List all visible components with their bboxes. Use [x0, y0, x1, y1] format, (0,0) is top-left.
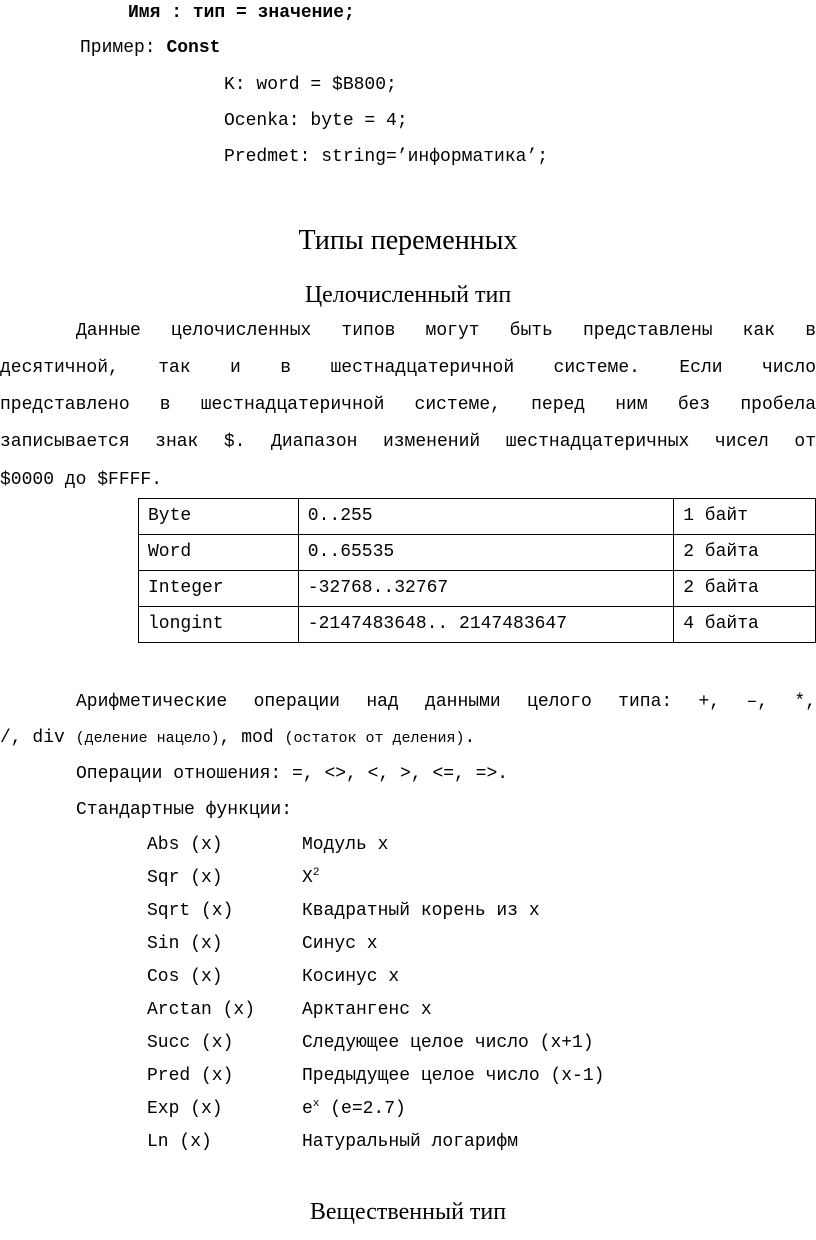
heading-main [0, 227, 816, 255]
type-range-cell: -32768..32767 [298, 571, 673, 607]
type-name-cell: longint [139, 607, 299, 643]
function-desc: Следующее целое число (x+1) [302, 1033, 594, 1053]
example-code-line: Ocenka: byte = 4; [224, 111, 408, 131]
arith-mod-note: (остаток от деления) [284, 730, 465, 747]
syntax-line: Имя : тип = значение; [128, 3, 355, 23]
function-name: Pred (x) [147, 1066, 234, 1086]
paragraph-line: десятичной, так и в шестнадцатеричной системе. Если число [0, 358, 816, 378]
heading-real-text: Вещественный тип [309, 1199, 507, 1225]
function-desc: e [302, 1099, 313, 1119]
example-line [80, 39, 220, 57]
function-sup: 2 [312, 867, 320, 879]
table-row [139, 535, 816, 571]
types-table [138, 498, 816, 643]
arith-div-note: (деление нацело) [75, 730, 220, 747]
example-code-line: K: word = $B800; [224, 75, 397, 95]
type-name-cell: Word [139, 535, 299, 571]
std-functions-label: Стандартные функции: [76, 800, 293, 820]
function-name: Cos (x) [147, 967, 223, 987]
arith-end: . [464, 728, 476, 748]
type-size-cell: 1 байт [674, 499, 816, 535]
heading-real [0, 1200, 816, 1224]
function-name: Sqr (x) [147, 868, 223, 888]
function-desc: Арктангенс x [302, 1000, 432, 1020]
type-size-cell: 2 байта [674, 535, 816, 571]
relations-line: Операции отношения: =, <>, <, >, <=, =>. [76, 764, 509, 784]
arith-div: /, div [0, 728, 65, 748]
heading-main-text: Типы переменных [298, 225, 518, 256]
example-code-line: Predmet: string=’информатика’; [224, 147, 549, 167]
type-range-cell: 0..65535 [298, 535, 673, 571]
function-desc: Предыдущее целое число (x-1) [302, 1066, 605, 1086]
function-desc: X [302, 868, 313, 888]
type-size-cell: 2 байта [674, 571, 816, 607]
function-desc: Квадратный корень из x [302, 901, 540, 921]
type-name-cell: Byte [139, 499, 299, 535]
function-desc: Модуль x [302, 835, 389, 855]
arith-mod: , mod [219, 728, 274, 748]
function-name: Arctan (x) [147, 1000, 256, 1020]
function-name: Sin (x) [147, 934, 223, 954]
function-name: Abs (x) [147, 835, 223, 855]
table-row [139, 607, 816, 643]
heading-integer-text: Целочисленный тип [304, 282, 512, 308]
function-desc: Синус x [302, 934, 378, 954]
example-label: Пример: [80, 38, 156, 58]
type-size-cell: 4 байта [674, 607, 816, 643]
heading-integer [0, 283, 816, 307]
paragraph-line: представлено в шестнадцатеричной системе, перед ним без пробела [0, 395, 816, 415]
type-name-cell: Integer [139, 571, 299, 607]
table-row [139, 499, 816, 535]
function-sup: x [312, 1098, 320, 1110]
table-row [139, 571, 816, 607]
paragraph-line: записывается знак $. Диапазон изменений шестнадцатеричных чисел от [0, 432, 816, 452]
function-name: Sqrt (x) [147, 901, 234, 921]
function-desc-after: (e=2.7) [319, 1099, 406, 1119]
function-desc-wrap [302, 869, 319, 887]
function-desc-wrap [302, 1100, 406, 1118]
function-name: Exp (x) [147, 1099, 223, 1119]
function-desc: Натуральный логарифм [302, 1132, 519, 1152]
type-range-cell: 0..255 [298, 499, 673, 535]
function-desc: Косинус x [302, 967, 400, 987]
arith-line-2 [0, 729, 475, 747]
arith-line-1: Арифметические операции над данными целого типа: +, –, *, [76, 692, 816, 712]
example-keyword: Const [166, 38, 221, 58]
paragraph-last-line: $0000 до $FFFF. [0, 470, 163, 490]
type-range-cell: -2147483648.. 2147483647 [298, 607, 673, 643]
function-name: Succ (x) [147, 1033, 234, 1053]
paragraph-line: Данные целочисленных типов могут быть представлены как в [76, 321, 816, 341]
function-name: Ln (x) [147, 1132, 212, 1152]
